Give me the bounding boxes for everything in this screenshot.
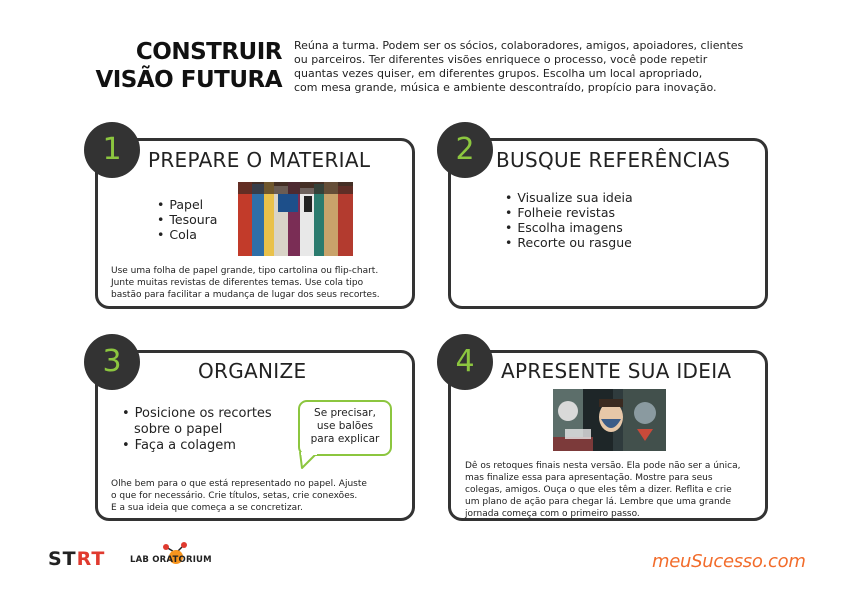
- step-1-note: [111, 265, 380, 301]
- bullet-item: • Faça a colagem: [122, 438, 272, 454]
- step-title-2: BUSQUE REFERÊNCIAS: [496, 148, 731, 172]
- bullet-item-continued: sobre o papel: [134, 422, 223, 437]
- bubble-line: para explicar: [310, 433, 380, 445]
- note-line: colegas, amigos. Ouça o que eles têm a dizer. Reflita e crie: [465, 485, 732, 495]
- start-logo: [48, 548, 105, 570]
- step-title-4: APRESENTE SUA IDEIA: [501, 359, 732, 383]
- step-1-bullets: [157, 197, 217, 242]
- bubble-line: use balões: [316, 420, 374, 432]
- note-line: um plano de ação para chegar lá. Lembre que uma grande: [465, 497, 731, 507]
- step-title-1: PREPARE O MATERIAL: [148, 148, 371, 172]
- collage-image: [553, 389, 666, 451]
- step-2-bullets: [505, 190, 633, 250]
- note-line: o que for necessário. Crie títulos, setas, crie conexões.: [111, 491, 358, 501]
- step-number-4: 4: [437, 334, 493, 390]
- start-logo-text-a: ST: [48, 548, 77, 570]
- note-line: Dê os retoques finais nesta versão. Ela pode não ser a única,: [465, 461, 741, 471]
- step-number-3: 3: [84, 334, 140, 390]
- intro-line: com mesa grande, música e ambiente descontraído, propício para inovação.: [294, 81, 717, 94]
- meusucesso-logo: meuSucesso.com: [652, 551, 806, 572]
- step-3-bullets: [122, 406, 272, 454]
- bullet-item: • Posicione os recortes: [122, 406, 272, 422]
- intro-line: ou parceiros. Ter diferentes visões enriquece o processo, você pode repetir: [294, 53, 708, 66]
- bullet-item: • Folheie revistas: [505, 205, 633, 220]
- title-line-1: CONSTRUIR: [135, 39, 282, 65]
- note-line: Use uma folha de papel grande, tipo cartolina ou flip-chart.: [111, 266, 379, 276]
- step-4-note: [465, 460, 740, 520]
- speech-bubble-tail: [298, 452, 322, 472]
- speech-bubble: [298, 400, 392, 456]
- intro-line: Reúna a turma. Podem ser os sócios, colaboradores, amigos, apoiadores, clientes: [294, 39, 744, 52]
- intro-text: [294, 39, 774, 95]
- bullet-item: • Papel: [157, 197, 217, 212]
- note-line: jornada começa com o primeiro passo.: [465, 509, 640, 519]
- step-number-1: 1: [84, 122, 140, 178]
- step-number-2: 2: [437, 122, 493, 178]
- start-logo-text-b: RT: [76, 548, 106, 570]
- bullet-item: • Recorte ou rasgue: [505, 235, 633, 250]
- bullet-item: • Visualize sua ideia: [505, 190, 633, 205]
- bullet-item: • Cola: [157, 227, 217, 242]
- page-title: [86, 38, 282, 94]
- laboratorium-logo-text: LAB ORATORIUM: [130, 555, 212, 565]
- bubble-line: Se precisar,: [314, 407, 376, 419]
- magazines-image: [238, 182, 353, 256]
- intro-line: quantas vezes quiser, em diferentes grupos. Escolha um local apropriado,: [294, 67, 703, 80]
- bullet-item: • Tesoura: [157, 212, 217, 227]
- note-line: bastão para facilitar a mudança de lugar dos seus recortes.: [111, 290, 380, 300]
- note-line: Olhe bem para o que está representado no papel. Ajuste: [111, 479, 367, 489]
- note-line: mas finalize essa para apresentação. Mostre para seus: [465, 473, 713, 483]
- step-3-note: [111, 478, 367, 514]
- note-line: E a sua ideia que começa a se concretizar.: [111, 503, 303, 513]
- laboratorium-logo: [130, 541, 218, 573]
- title-line-2: VISÃO FUTURA: [95, 67, 282, 93]
- bullet-item: • Escolha imagens: [505, 220, 633, 235]
- step-title-3: ORGANIZE: [198, 359, 307, 383]
- note-line: Junte muitas revistas de diferentes temas. Use cola tipo: [111, 278, 364, 288]
